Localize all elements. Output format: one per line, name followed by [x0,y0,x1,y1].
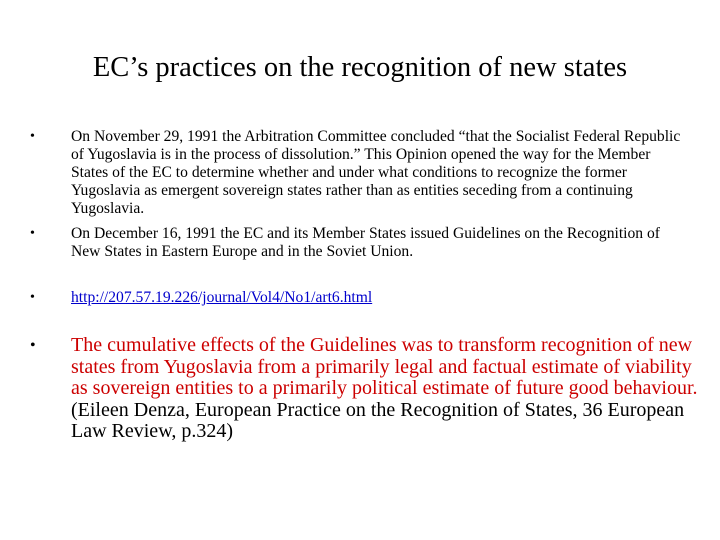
bullet-text: On November 29, 1991 the Arbitration Committee concluded “that the Socialist Federal Republic of Yugoslavia is in the process of dissolution.” This Opinion opened the way for the Member States of the EC to determine whether and under what conditions to recognize the former Yugoslavia as emergent sovereign states rather than as entities seceding from a continuing Yugoslavia. [71,128,681,217]
bullet-marker: • [30,290,35,305]
quote-citation: (Eileen Denza, European Practice on the Recognition of States, 36 European Law Review, p.324) [71,398,685,442]
bullet-quote-text [71,335,701,443]
bullet-text: On December 16, 1991 the EC and its Member States issued Guidelines on the Recognition of New States in Eastern Europe and in the Soviet Union. [71,225,660,260]
quote-highlight: The cumulative effects of the Guidelines was to transform recognition of new states from Yugoslavia from a primarily legal and factual estimate of viability as sovereign entities to a primarily political estimate of future good behaviour. [71,334,698,399]
bullet-marker: • [30,129,35,144]
bullet-marker: • [30,337,36,354]
bullet-marker: • [30,226,35,241]
bullet-link-wrap [71,289,691,307]
slide-title: EC’s practices on the recognition of new states [92,52,628,83]
journal-link[interactable]: http://207.57.19.226/journal/Vol4/No1/art6.html [71,289,373,306]
